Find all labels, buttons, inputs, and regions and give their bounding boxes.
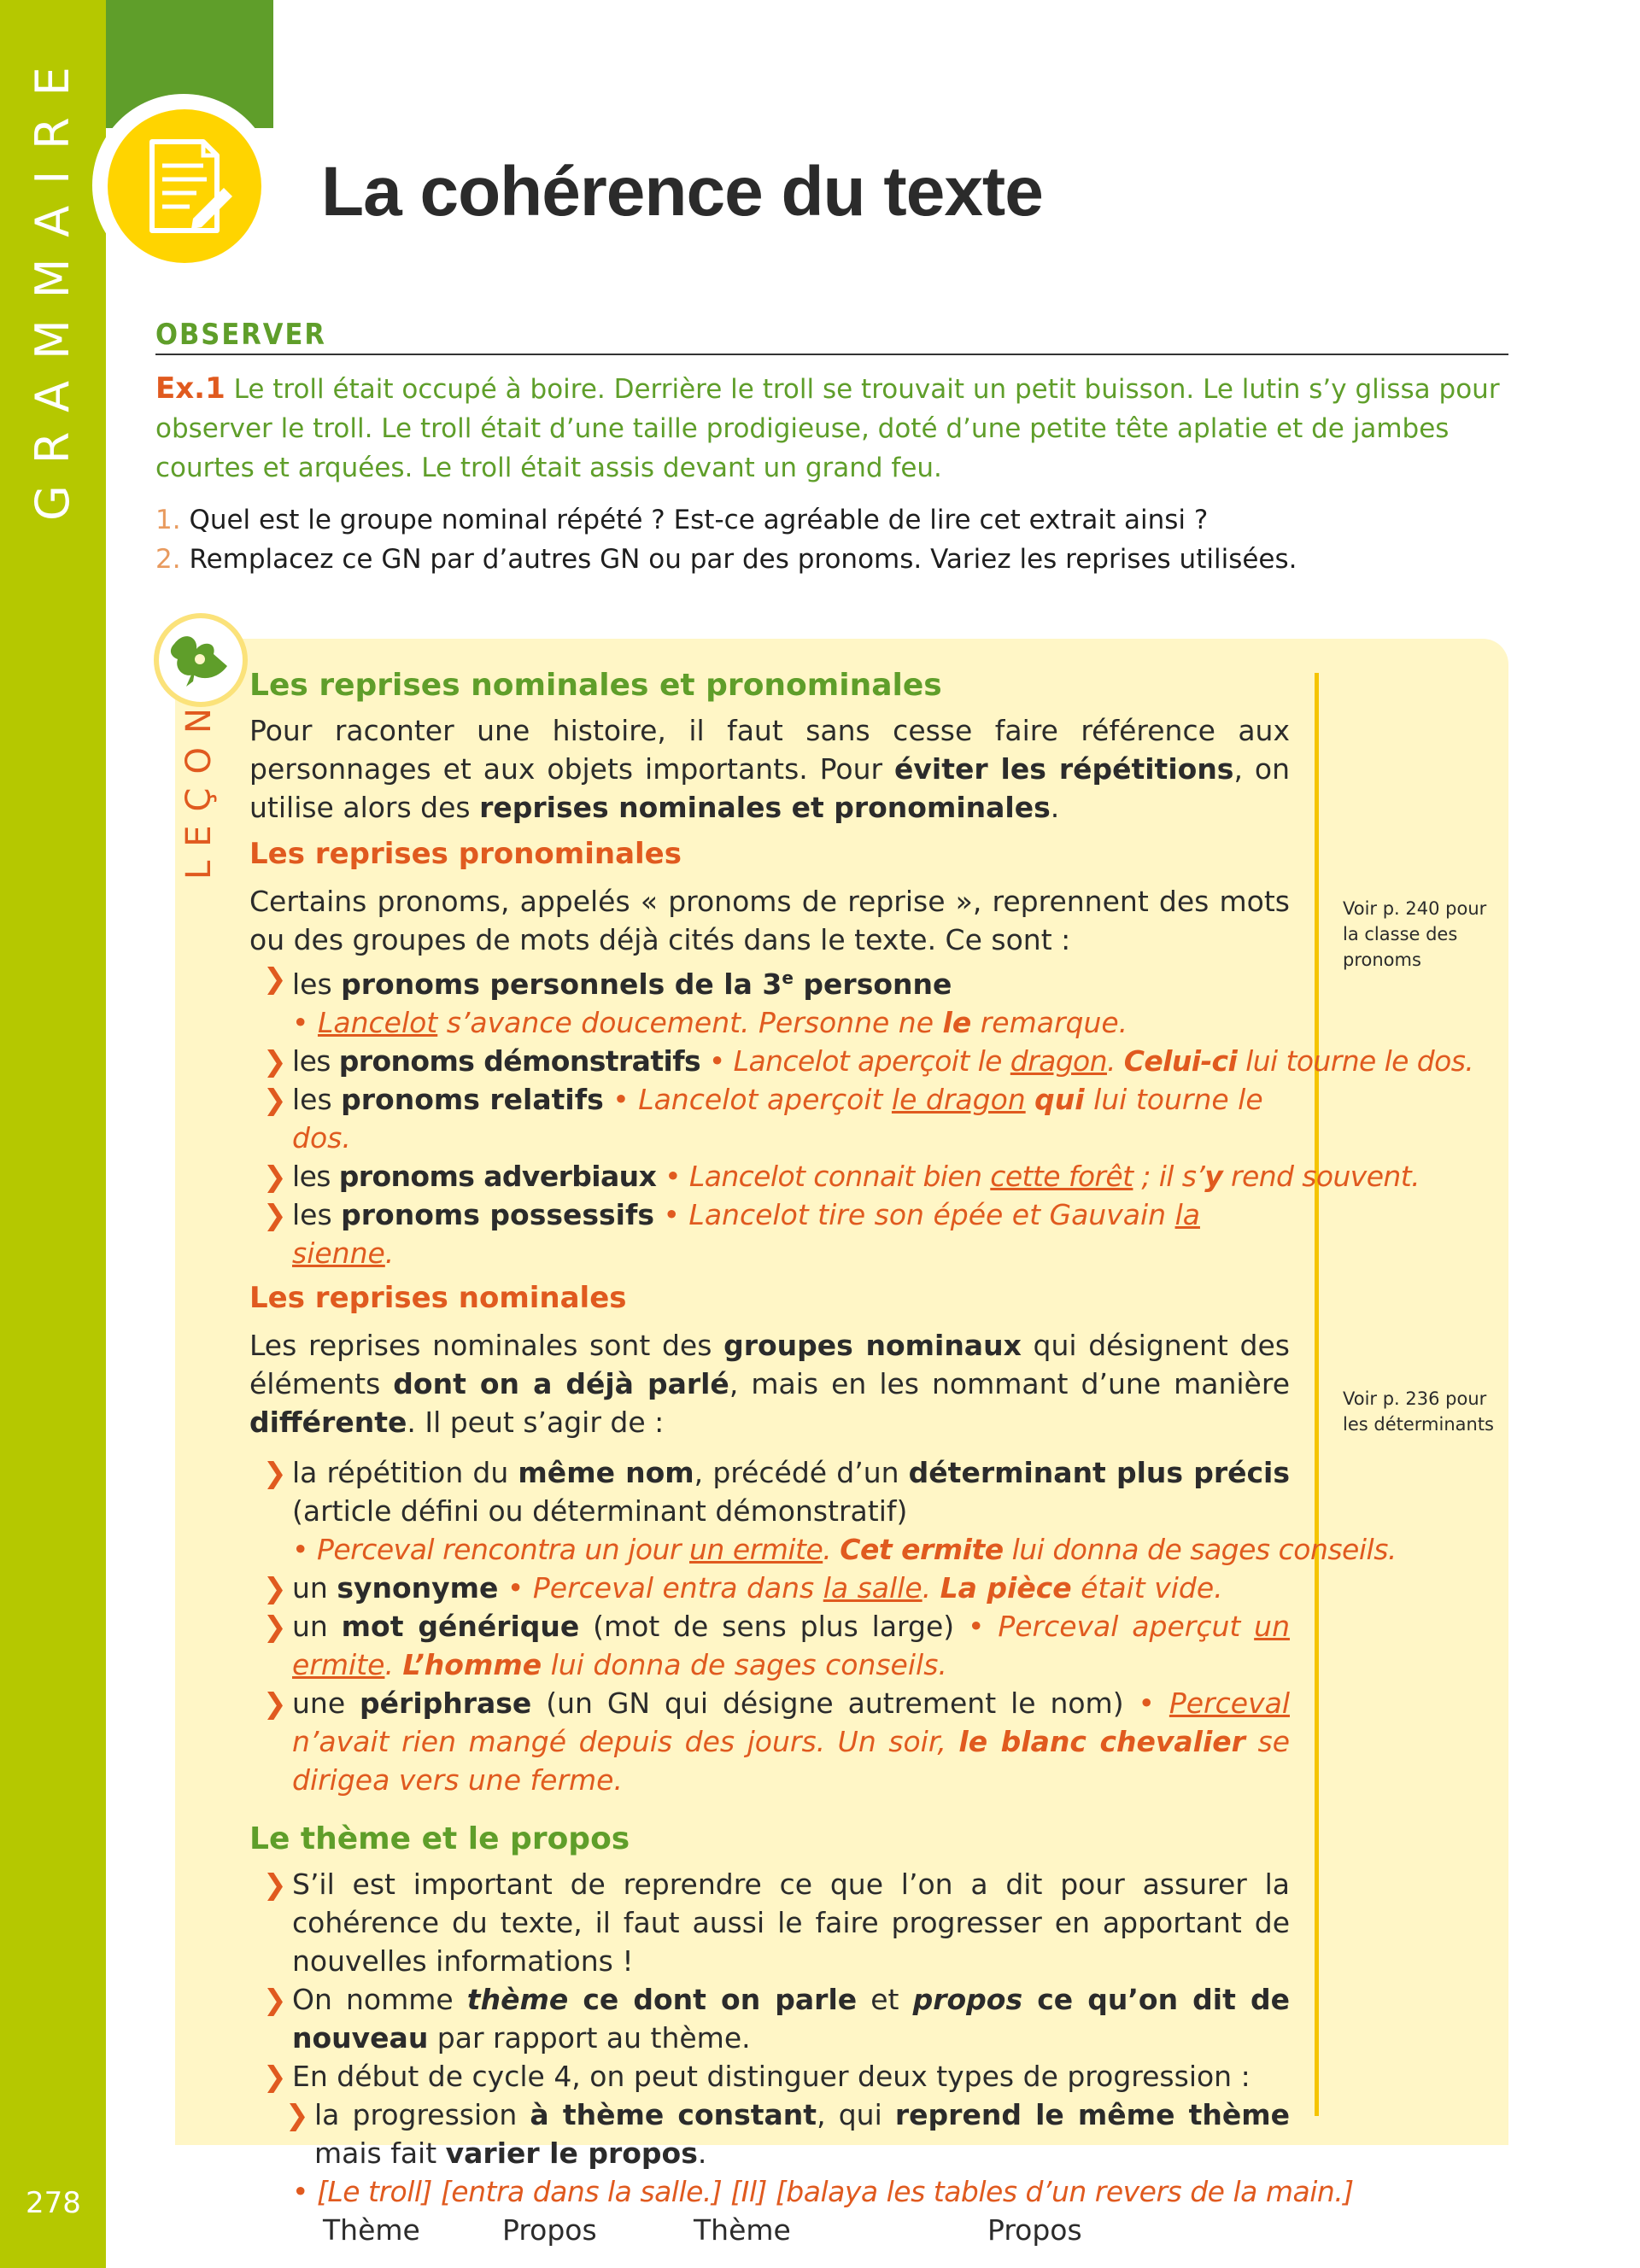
bold-reprise: Celui-ci	[1123, 1044, 1238, 1078]
bold-term: périphrase	[360, 1686, 532, 1720]
text: la répétition du	[292, 1456, 518, 1489]
bold-reprise: La pièce	[940, 1571, 1072, 1605]
text: .	[1106, 1044, 1124, 1078]
list-item-adverbial	[249, 1157, 1420, 1195]
bold-reprise: L’homme	[402, 1648, 542, 1681]
bold-reprise: qui	[1034, 1083, 1085, 1116]
underlined-antecedent: un ermite	[689, 1533, 823, 1566]
text: .	[384, 1648, 403, 1681]
bold-term: reprend le même thème	[894, 2098, 1291, 2131]
list-item-relative	[249, 1080, 1290, 1157]
example-repetition: • Perceval rencontra un jour un ermite. Cet ermite lui donna de sages conseils.	[292, 1533, 1397, 1566]
bold-reprise: Cet ermite	[840, 1533, 1004, 1566]
text: .	[823, 1533, 840, 1566]
page-title: La cohérence du texte	[321, 153, 1043, 231]
label-propos: Propos	[502, 2213, 597, 2247]
text: lui tourne le dos.	[1237, 1044, 1474, 1078]
example-possessive: • Lancelot tire son épée et Gauvain la sienne.	[292, 1198, 1200, 1270]
bold-term: dont on a déjà parlé	[393, 1367, 729, 1400]
example-synonym: • Perceval entra dans la salle. La pièce était vide.	[498, 1571, 1223, 1605]
text: un	[292, 1610, 342, 1643]
chevron-right-icon: ❯	[263, 1083, 287, 1116]
example-generic: • Perceval aperçut un ermite. L’homme lui donna de sages conseils.	[292, 1610, 1290, 1681]
margin-note-pronouns: Voir p. 240 pour la classe des pronoms	[1343, 898, 1487, 970]
chevron-right-icon: ❯	[285, 2098, 309, 2131]
chevron-right-icon: ❯	[263, 1571, 287, 1605]
text: lui donna de sages conseils.	[542, 1648, 947, 1681]
text: . Il peut s’agir de :	[407, 1406, 665, 1439]
question-text: Quel est le groupe nominal répété ? Est-ce agréable de lire cet extrait ainsi ?	[189, 505, 1209, 535]
exercise-text: Le troll était occupé à boire. Derrière le troll se trouvait un petit buisson. Le lutin s’y glissa pour observer le troll. Le troll était d’une taille prodigieuse, doté d’une petite tête aplatie et de jambes courtes et arquées. Le troll était assis devant un grand feu.	[155, 374, 1500, 483]
text: remarque.	[971, 1006, 1128, 1039]
question-number: 1.	[155, 505, 181, 535]
text: .	[384, 1236, 395, 1270]
bold-term: pronoms démonstratifs	[338, 1044, 701, 1078]
underlined-antecedent: le dragon	[891, 1083, 1026, 1116]
pronominal-heading: Les reprises pronominales	[249, 837, 682, 871]
theme-propos-labels	[249, 2211, 1290, 2249]
text: Lancelot aperçoit le	[724, 1044, 1010, 1078]
document-pencil-svg	[108, 109, 261, 263]
text: était vide.	[1071, 1571, 1223, 1605]
label-theme: Thème	[694, 2213, 791, 2247]
list-item-generic	[249, 1607, 1290, 1684]
bold-reprise: y	[1204, 1160, 1223, 1193]
text: et	[857, 1983, 913, 2016]
nominal-intro	[249, 1326, 1290, 1441]
label-propos: Propos	[987, 2213, 1082, 2247]
example-personal: • Lancelot s’avance doucement. Personne ne le remarque.	[292, 1006, 1128, 1039]
label-theme: Thème	[323, 2213, 420, 2247]
text: qui désignent des éléments	[249, 1329, 1290, 1400]
lesson-heading: Les reprises nominales et pronominales	[249, 668, 942, 703]
bold-term: synonyme	[337, 1571, 499, 1605]
chevron-right-icon: ❯	[263, 1456, 287, 1489]
text: Pour raconter une histoire, il faut sans cesse faire référence aux personnages et aux objets importants. Pour	[249, 714, 1290, 786]
text: lui donna de sages conseils.	[1003, 1533, 1397, 1566]
text: , précédé d’un	[694, 1456, 909, 1489]
bold-term: ce dont on parle	[568, 1983, 858, 2016]
text: En début de cycle 4, on peut distinguer deux types de progression :	[292, 2060, 1250, 2093]
bold-term: personne	[793, 967, 952, 1001]
chevron-right-icon: ❯	[263, 2060, 287, 2093]
text: .	[1050, 791, 1060, 824]
text: un	[292, 1571, 337, 1605]
theme-heading: Le thème et le propos	[249, 1821, 630, 1856]
underlined-antecedent: la sienne	[292, 1198, 1200, 1270]
bold-italic-term: thème	[466, 1983, 569, 2016]
underlined-antecedent: Perceval	[1168, 1686, 1290, 1720]
underlined-antecedent: cette forêt	[990, 1160, 1133, 1193]
chevron-right-icon: ❯	[263, 1198, 287, 1231]
text: Perceval rencontra un jour	[308, 1533, 689, 1566]
list-item-possessive	[249, 1195, 1290, 1272]
example-demonstrative: • Lancelot aperçoit le dragon. Celui-ci lui tourne le dos.	[700, 1044, 1474, 1078]
lesson-label: LEÇON	[179, 694, 219, 880]
text: Les reprises nominales sont des	[249, 1329, 724, 1362]
list-item-repetition	[249, 1453, 1397, 1569]
bold-italic-term: propos	[912, 1983, 1023, 2016]
exercise-paragraph	[155, 369, 1508, 488]
bold-reprise: le blanc chevalier	[958, 1725, 1245, 1758]
bold-term: différente	[249, 1406, 407, 1439]
bold-term: mot générique	[341, 1610, 580, 1643]
chevron-right-icon: ❯	[263, 1160, 287, 1193]
chevron-right-icon: ❯	[263, 962, 287, 995]
bold-term: groupes nominaux	[723, 1329, 1022, 1362]
list-item-demonstrative	[249, 1042, 1474, 1080]
underlined-antecedent: Lancelot	[317, 1006, 438, 1039]
chevron-right-icon: ❯	[263, 1610, 287, 1643]
bold-term: reprises nominales et pronominales	[479, 791, 1051, 824]
example-periphrase: • Perceval n’avait rien mangé depuis des jours. Un soir, le blanc chevalier se dirigea vers une ferme.	[292, 1686, 1290, 1797]
list-item-theme-1	[249, 1865, 1290, 1980]
example-adverbial: • Lancelot connait bien cette forêt ; il s’y rend souvent.	[656, 1160, 1420, 1193]
text: une	[292, 1686, 360, 1720]
text: rend souvent.	[1222, 1160, 1420, 1193]
text: .	[697, 2136, 707, 2170]
question-item	[155, 540, 1508, 579]
list-item-theme-3	[249, 2057, 1290, 2096]
text: lui tourne le dos.	[292, 1083, 1263, 1154]
text: s’avance doucement. Personne ne	[437, 1006, 943, 1039]
example-relative: • Lancelot aperçoit le dragon qui lui tourne le dos.	[292, 1083, 1263, 1154]
page-number: 278	[26, 2186, 81, 2220]
text: (mot de sens plus large)	[579, 1610, 955, 1643]
margin-note-determiners: Voir p. 236 pour les déterminants	[1343, 1388, 1494, 1435]
observer-heading: OBSERVER	[155, 318, 326, 352]
question-list	[155, 500, 1508, 579]
text: , qui	[817, 2098, 895, 2131]
bold-term: pronoms possessifs	[341, 1198, 654, 1231]
chevron-right-icon: ❯	[263, 1686, 287, 1720]
text: ; il s’	[1133, 1160, 1205, 1193]
text: S’il est important de reprendre ce que l’on a dit pour assurer la cohérence du texte, il faut aussi le faire progresser en apportant de nouvelles informations !	[292, 1868, 1290, 1978]
chevron-right-icon: ❯	[263, 1983, 287, 2016]
exercise-label: Ex.1	[155, 371, 226, 406]
document-pencil-icon	[108, 109, 261, 263]
text: les	[292, 1198, 342, 1231]
text: .	[922, 1571, 940, 1605]
bold-term: pronoms relatifs	[341, 1083, 604, 1116]
text	[1026, 1083, 1035, 1116]
text: les	[292, 1160, 339, 1193]
nominal-heading: Les reprises nominales	[249, 1281, 627, 1315]
underlined-antecedent: dragon	[1010, 1044, 1107, 1078]
text: , on utilise alors des	[249, 752, 1290, 824]
question-text: Remplacez ce GN par d’autres GN ou par des pronoms. Variez les reprises utilisées.	[189, 544, 1297, 575]
list-item-theme-2	[249, 1980, 1290, 2057]
lesson-intro	[249, 711, 1290, 827]
list-item-synonym	[249, 1569, 1290, 1607]
question-number: 2.	[155, 544, 181, 575]
text: (un GN qui désigne autrement le nom)	[531, 1686, 1124, 1720]
bold-term: déterminant plus précis	[908, 1456, 1290, 1489]
bold-term: ce qu’on dit de nouveau	[292, 1983, 1290, 2055]
bold-term: éviter les répétitions	[894, 752, 1234, 786]
bold-term: pronoms adverbiaux	[338, 1160, 657, 1193]
text: , mais en les nommant d’une manière	[729, 1367, 1290, 1400]
text: se dirigea vers une ferme.	[292, 1725, 1290, 1797]
list-item-periphrase	[249, 1684, 1290, 1799]
underlined-antecedent: la salle	[823, 1571, 922, 1605]
bold-reprise: le	[942, 1006, 972, 1039]
text: les	[292, 1044, 339, 1078]
bold-term: varier le propos	[445, 2136, 698, 2170]
text: la progression	[314, 2098, 530, 2131]
text: par rapport au thème.	[428, 2021, 751, 2055]
text: n’avait rien mangé depuis des jours. Un soir,	[292, 1725, 959, 1758]
sublist-item-constant-theme	[249, 2096, 1290, 2172]
section-label: GRAMMAIRE	[26, 45, 79, 521]
bold-term: à thème constant	[530, 2098, 817, 2131]
underlined-antecedent: un ermite	[292, 1610, 1290, 1681]
text: Perceval entra dans	[524, 1571, 823, 1605]
example-progression: • [Le troll] [entra dans la salle.] [Il] [balaya les tables d’un revers de la main.]	[292, 2175, 1354, 2208]
margin-rule	[1315, 673, 1319, 2116]
text: mais fait	[314, 2136, 446, 2170]
text: On nomme	[292, 1983, 467, 2016]
text: (article défini ou déterminant démonstratif)	[292, 1494, 908, 1528]
text: Lancelot connait bien	[681, 1160, 991, 1193]
text: Lancelot tire son épée et Gauvain	[679, 1198, 1175, 1231]
superscript: e	[782, 967, 794, 988]
pronominal-intro: Certains pronoms, appelés « pronoms de reprise », reprennent des mots ou des groupes de mots déjà cités dans le texte. Ce sont :	[249, 885, 1290, 956]
text: Perceval aperçut	[984, 1610, 1255, 1643]
text: [Le troll] [entra dans la salle.] [Il] [balaya les tables d’un revers de la main.]	[316, 2175, 1354, 2208]
text: les	[292, 967, 342, 1001]
observer-divider	[155, 354, 1508, 355]
list-item-personal	[249, 959, 1290, 1003]
text: les	[292, 1083, 342, 1116]
chevron-right-icon: ❯	[263, 1868, 287, 1901]
bold-term: même nom	[518, 1456, 694, 1489]
question-item	[155, 500, 1508, 540]
bold-term: pronoms personnels de la 3	[341, 967, 782, 1001]
chevron-right-icon: ❯	[263, 1044, 287, 1078]
text: Lancelot aperçoit	[629, 1083, 892, 1116]
